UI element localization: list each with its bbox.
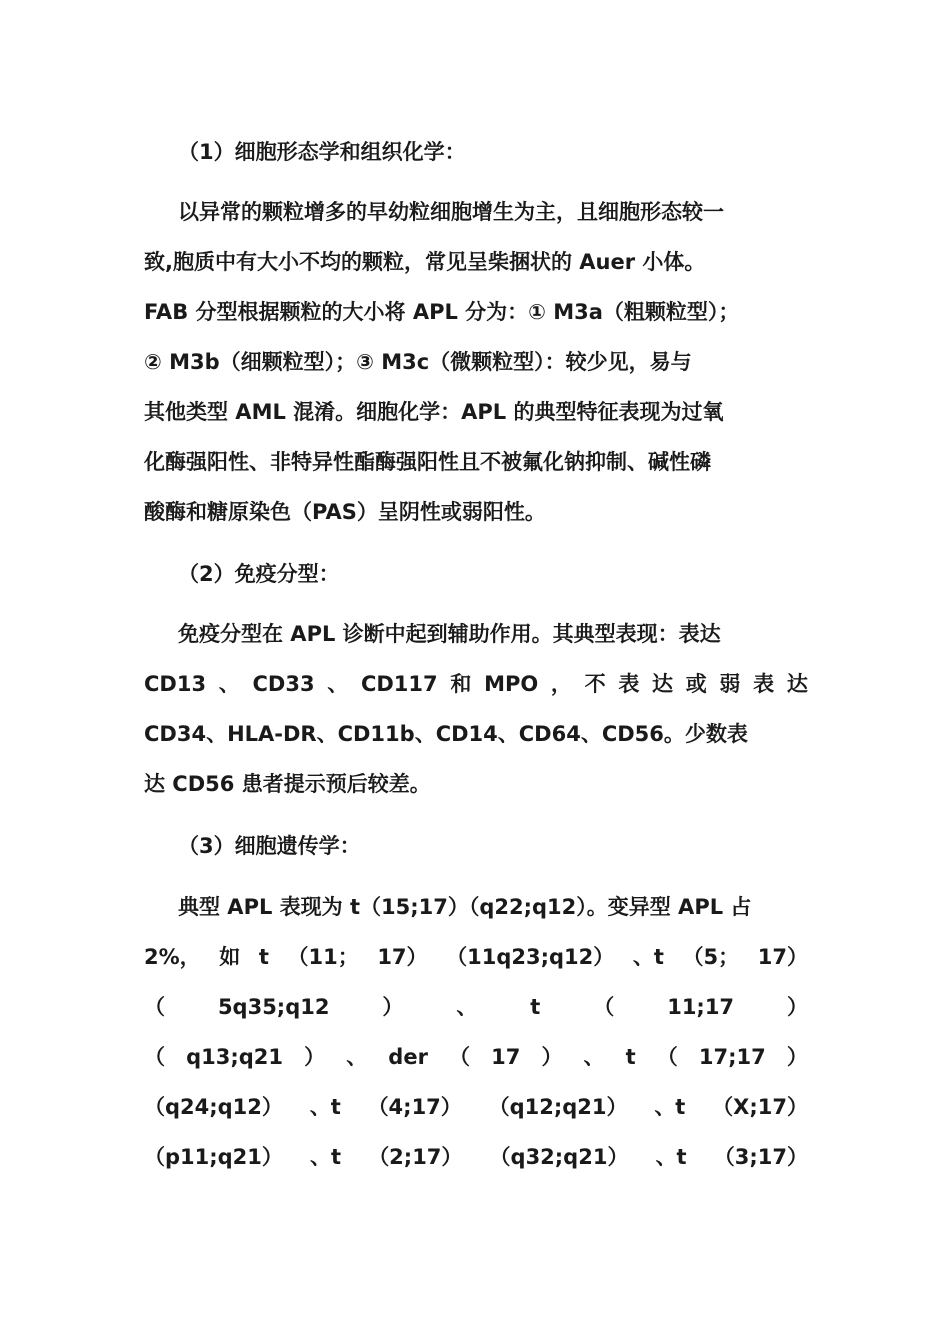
text-token: （ [593,995,615,1019]
text-token: （X;17） [712,1095,808,1119]
text-token: 17） [757,945,808,969]
paragraph-line: FAB 分型根据颗粒的大小将 APL 分为：① M3a（粗颗粒型）； [144,300,740,324]
paragraph-line: 达 CD56 患者提示预后较差。 [144,772,431,796]
text-token: t [625,1045,636,1069]
text-token: CD117 [360,672,438,696]
text-token: 、t [654,1095,686,1119]
paragraph-line: 免疫分型在 APL 诊断中起到辅助作用。其典型表现：表达 [178,622,721,646]
text-token: q13;q21 [186,1045,284,1069]
text-token: 、t [632,945,664,969]
text-token: （ [449,1045,471,1069]
section-heading-immunophenotype: （2）免疫分型： [178,562,340,586]
text-token: 如 [219,945,241,969]
paragraph-line: 其他类型 AML 混淆。细胞化学：APL 的典型特征表现为过氧 [144,400,724,424]
text-token: 不 [584,672,606,696]
text-token: MPO [484,672,539,696]
text-token: 表 [753,672,775,696]
text-token: （p11;q21） [144,1145,283,1169]
text-token: （q24;q12） [144,1095,283,1119]
paragraph-line: 以异常的颗粒增多的早幼粒细胞增生为主，且细胞形态较一 [178,200,724,224]
text-token: （ [144,1045,165,1069]
text-token: CD33 [252,672,315,696]
text-token: 17 [491,1045,521,1069]
text-token: 17;17 [698,1045,766,1069]
text-token: ） [787,995,808,1019]
paragraph-line: 典型 APL 表现为 t（15;17）（q22;q12）。变异型 APL 占 [178,895,752,919]
text-token: 17） [377,945,428,969]
text-token: ） [541,1045,563,1069]
text-token: 和 [450,672,472,696]
text-token: 、t [655,1145,687,1169]
text-token: （4;17） [367,1095,462,1119]
section-heading-cytogenetics: （3）细胞遗传学： [178,834,361,858]
text-token: 、 [218,672,240,696]
paragraph-line: 酸酶和糖原染色（PAS）呈阴性或弱阳性。 [144,500,546,524]
text-token: （3;17） [713,1145,808,1169]
text-token: CD13 [144,672,207,696]
paragraph-line: 化酶强阳性、非特异性酯酶强阳性且不被氟化钠抑制、碱性磷 [144,450,711,474]
text-token: ） [304,1045,326,1069]
text-token: 、t [309,1095,341,1119]
text-token: t [258,945,269,969]
text-token: （11； [287,945,359,969]
paragraph-line: ② M3b（细颗粒型）；③ M3c（微颗粒型）：较少见，易与 [144,350,692,374]
text-token: 表 [618,672,640,696]
paragraph-line: 致,胞质中有大小不均的颗粒，常见呈柴捆状的 Auer 小体。 [144,250,706,274]
text-token: （5； [682,945,740,969]
text-token: 、 [327,672,349,696]
text-token: 、 [583,1045,605,1069]
paragraph-line-justified [144,942,808,972]
text-token: 达 [786,672,808,696]
text-token: （q32;q21） [489,1145,629,1169]
text-token: 弱 [719,672,741,696]
text-token: 5q35;q12 [217,995,330,1019]
paragraph-line-justified [144,992,808,1022]
text-token: （ [656,1045,678,1069]
text-token: （ [144,995,165,1019]
paragraph-line-justified [144,669,808,699]
text-token: 达 [652,672,674,696]
paragraph-line-justified [144,1042,808,1072]
text-token: 、t [310,1145,342,1169]
section-heading-morphology: （1）细胞形态学和组织化学： [178,140,466,164]
text-token: ） [382,995,404,1019]
text-token: 、 [346,1045,368,1069]
text-token: ， [550,672,572,696]
paragraph-line: CD34、HLA-DR、CD11b、CD14、CD64、CD56。少数表 [144,722,748,746]
text-token: 或 [685,672,707,696]
text-token: 、 [456,995,478,1019]
text-token: 2%， [144,945,201,969]
text-token: t [530,995,541,1019]
paragraph-line-justified [144,1092,808,1122]
text-token: 11;17 [667,995,735,1019]
paragraph-line-justified [144,1142,808,1172]
text-token: （q12;q21） [488,1095,628,1119]
text-token: （11q23;q12） [446,945,615,969]
text-token: der [388,1045,428,1069]
text-token: ） [786,1045,808,1069]
text-token: （2;17） [368,1145,463,1169]
